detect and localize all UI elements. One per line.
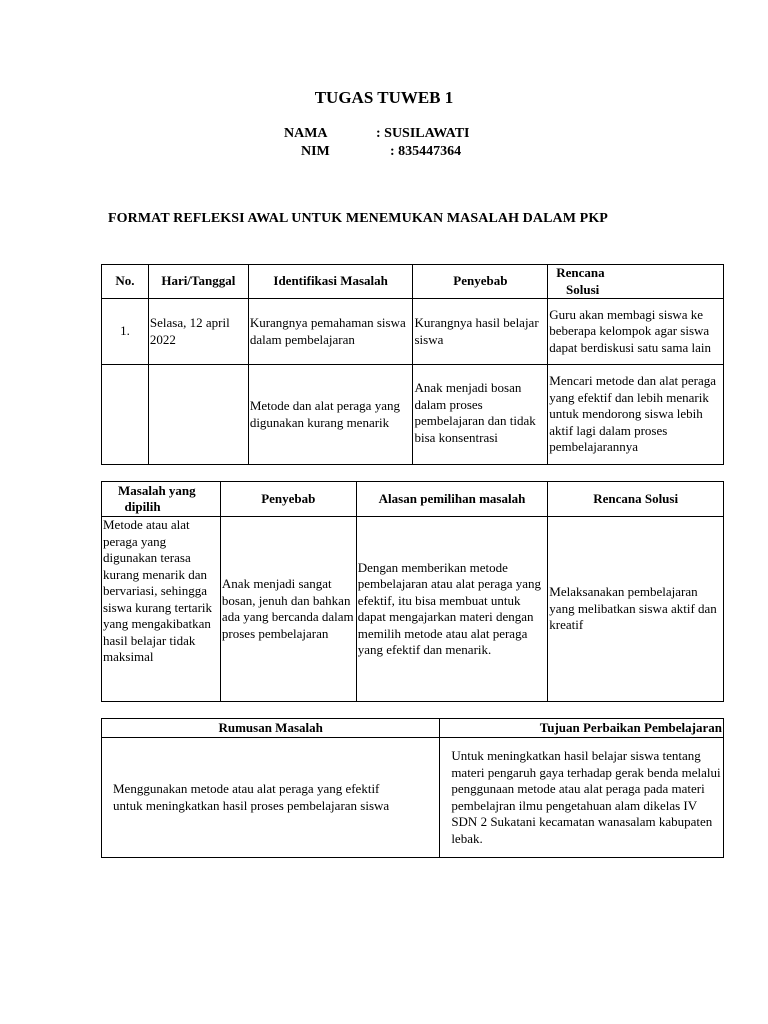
header-masalah-dipilih: Masalah yang dipilih — [102, 482, 221, 517]
nim-label: NIM — [301, 144, 330, 159]
refleksi-table — [101, 264, 724, 465]
header-tujuan-perbaikan: Tujuan Perbaikan Pembelajaran — [440, 719, 724, 738]
cell-alasan: Dengan memberikan metode pembelajaran atau alat peraga yang efektif, itu bisa membuat untuk dapat mengajarkan materi dengan memilih metode atau alat peraga yang efektif dan menarik. — [356, 517, 548, 702]
cell-tanggal — [148, 365, 248, 465]
cell-masalah: Metode dan alat peraga yang digunakan kurang menarik — [248, 365, 413, 465]
cell-no: 1. — [102, 299, 149, 365]
nama-label: NAMA — [284, 126, 328, 141]
table-row — [102, 738, 724, 858]
rumusan-table — [101, 718, 724, 858]
cell-solusi: Melaksanakan pembelajaran yang melibatkan siswa aktif dan kreatif — [548, 517, 724, 702]
header-no: No. — [102, 265, 149, 299]
cell-solusi: Guru akan membagi siswa ke beberapa kelompok agar siswa dapat berdiskusi satu sama lain — [548, 299, 724, 365]
cell-tujuan: Untuk meningkatkan hasil belajar siswa tentang materi pengaruh gaya terhadap gerak benda melalui penggunaan metode atau alat peraga pada materi pembelajran ilmu pengetahuan alam dikelas IV SDN 2 Sukatani kecamatan wanasalam kabupaten lebak. — [440, 738, 724, 858]
table-row — [102, 365, 724, 465]
cell-penyebab: Kurangnya hasil belajar siswa — [413, 299, 548, 365]
nim-value: : 835447364 — [390, 144, 462, 159]
nama-value: : SUSILAWATI — [376, 126, 470, 141]
cell-penyebab: Anak menjadi sangat bosan, jenuh dan bahkan ada yang bercanda dalam proses pembelajaran — [220, 517, 356, 702]
header-identifikasi-masalah: Identifikasi Masalah — [248, 265, 413, 299]
header-rencana-solusi: Rencana Solusi — [548, 265, 724, 299]
table-header-row — [102, 265, 724, 299]
cell-masalah: Metode atau alat peraga yang digunakan terasa kurang menarik dan bervariasi, sehingga siswa kurang tertarik yang mengakibatkan hasil belajar tidak maksimal — [102, 517, 221, 702]
cell-tanggal: Selasa, 12 april 2022 — [148, 299, 248, 365]
table-row — [102, 299, 724, 365]
header-hari-tanggal: Hari/Tanggal — [148, 265, 248, 299]
header-penyebab: Penyebab — [220, 482, 356, 517]
cell-penyebab: Anak menjadi bosan dalam proses pembelajaran dan tidak bisa konsentrasi — [413, 365, 548, 465]
format-heading: FORMAT REFLEKSI AWAL UNTUK MENEMUKAN MASALAH DALAM PKP — [108, 211, 608, 226]
cell-solusi: Mencari metode dan alat peraga yang efektif dan lebih menarik untuk mendorong siswa lebih aktif lagi dalam proses pembelajarannya — [548, 365, 724, 465]
header-rumusan-masalah: Rumusan Masalah — [102, 719, 440, 738]
masalah-dipilih-table — [101, 481, 724, 702]
table-header-row — [102, 719, 724, 738]
table-header-row — [102, 482, 724, 517]
cell-rumusan: Menggunakan metode atau alat peraga yang efektif untuk meningkatkan hasil proses pembelajaran siswa — [102, 738, 440, 858]
header-penyebab: Penyebab — [413, 265, 548, 299]
document-title: TUGAS TUWEB 1 — [314, 88, 454, 107]
table-row — [102, 517, 724, 702]
header-alasan: Alasan pemilihan masalah — [356, 482, 548, 517]
cell-masalah: Kurangnya pemahaman siswa dalam pembelajaran — [248, 299, 413, 365]
header-rencana-solusi: Rencana Solusi — [548, 482, 724, 517]
cell-no — [102, 365, 149, 465]
